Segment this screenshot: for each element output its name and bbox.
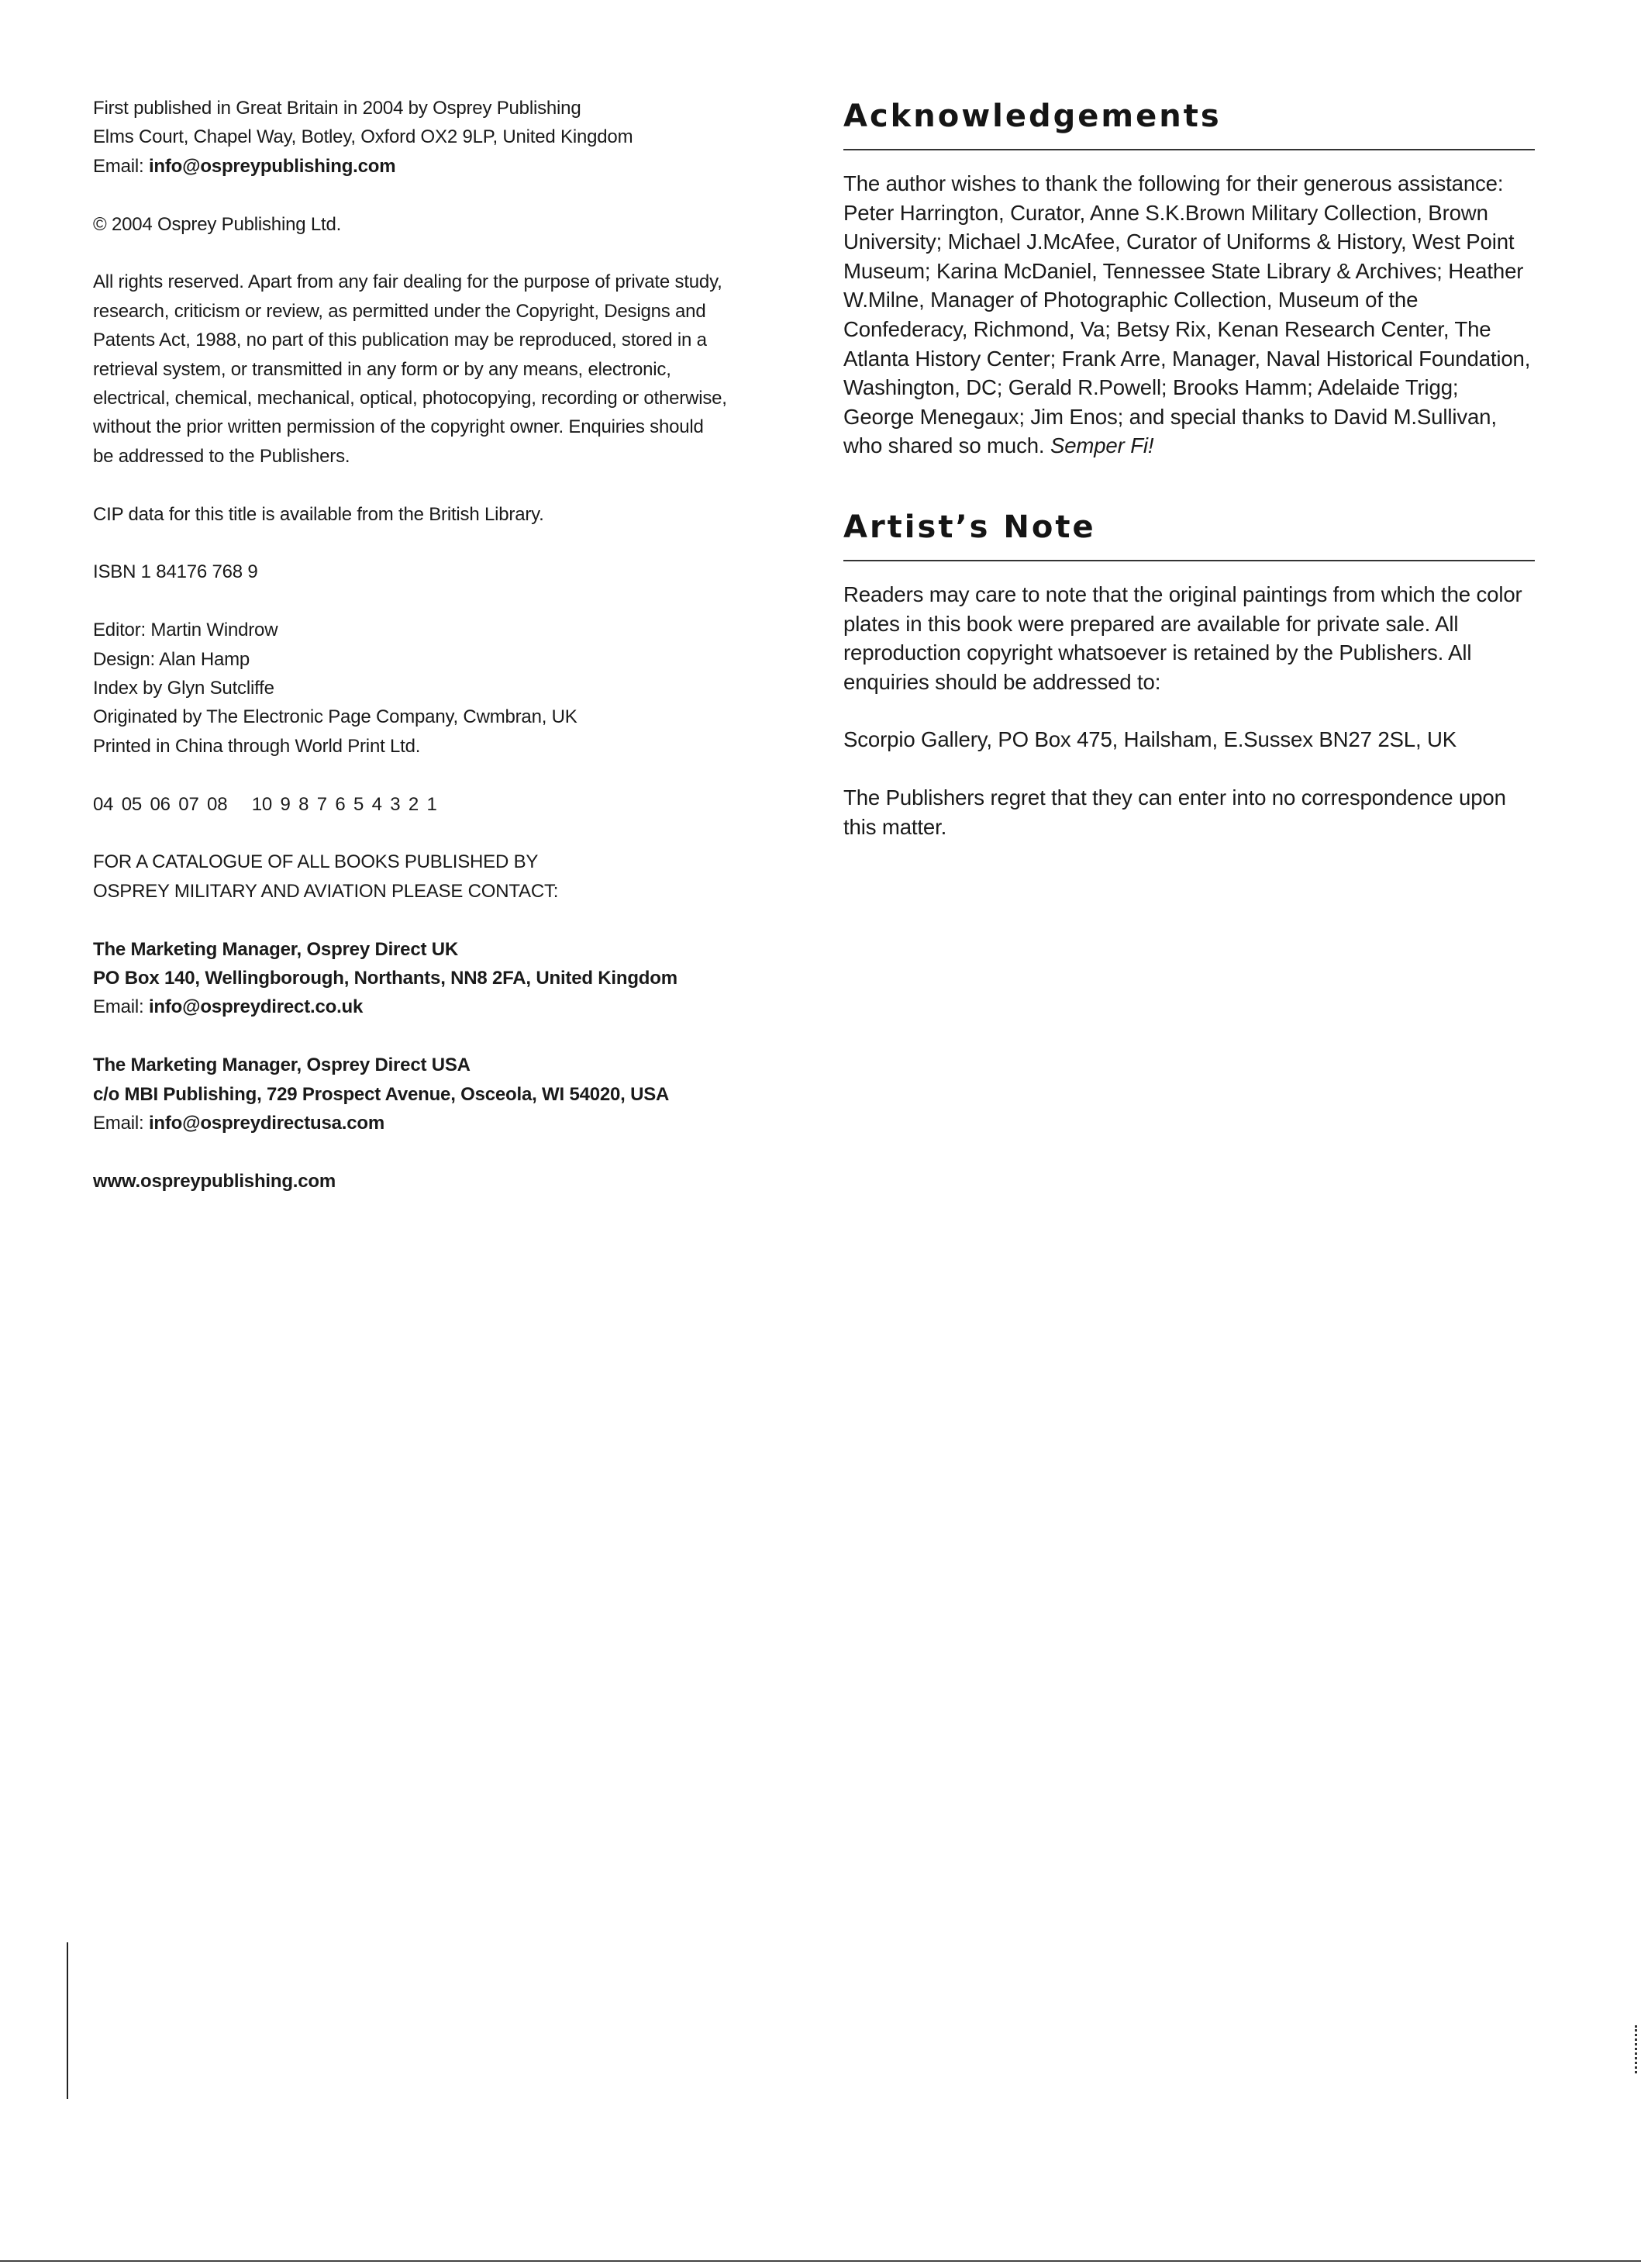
- rights-line: be addressed to the Publishers.: [93, 445, 350, 467]
- rights-line: Patents Act, 1988, no part of this publication may be reproduced, stored in a: [93, 330, 707, 351]
- notes-column: [843, 93, 1535, 870]
- credit-design: Design: Alan Hamp: [93, 648, 250, 670]
- uk-contact: [93, 935, 791, 1022]
- credit-origination: Originated by The Electronic Page Company, Cwmbran, UK: [93, 706, 577, 728]
- print-line: 04 05 06 07 08 10 9 8 7 6 5 4 3 2 1: [93, 793, 437, 815]
- credit-printing: Printed in China through World Print Ltd.: [93, 735, 421, 757]
- website: www.ospreypublishing.com: [93, 1170, 336, 1192]
- credit-index: Index by Glyn Sutcliffe: [93, 678, 274, 699]
- rights-line: research, criticism or review, as permitted under the Copyright, Designs and: [93, 300, 706, 322]
- usa-contact-email: info@ospreydirectusa.com: [148, 1113, 384, 1134]
- acknowledgements-closing: Semper Fi!: [1050, 433, 1154, 458]
- heading-rule: [843, 560, 1535, 561]
- publisher-line: First published in Great Britain in 2004 by Osprey Publishing: [93, 98, 581, 119]
- usa-contact-email-line: [93, 1109, 791, 1137]
- cip-notice: CIP data for this title is available from the British Library.: [93, 503, 544, 525]
- email-label: Email:: [93, 1113, 149, 1134]
- acknowledgements-text: The author wishes to thank the following for their generous assistance: Peter Harrington, Curator, Anne S.K.Brown Military Collection, Brown University; Michael J.McAfee, Curator of Uniforms & History, West Point Museum; Karina McDaniel, Tennessee State Library & Archives; Heather W.Milne, Manager of Photographic Collection, Museum of the Confederacy, Richmond, Va; Betsy Rix, Kenan Research Center, The Atlanta History Center; Frank Arre, Manager, Naval Historical Foundation, Washington, DC; Gerald R.Powell; Brooks Hamm; Adelaide Trigg; George Menegaux; Jim Enos; and special thanks to David M.Sullivan, who shared so much.: [843, 171, 1531, 458]
- publisher-block: [93, 94, 791, 181]
- rights-line: without the prior written permission of the copyright owner. Enquiries should: [93, 416, 704, 438]
- acknowledgements-heading: Acknowledgements: [843, 98, 1222, 134]
- uk-contact-email-line: [93, 992, 791, 1021]
- scan-edge-mark: [1635, 2025, 1639, 2073]
- heading-rule: [843, 149, 1535, 150]
- rights-notice: [93, 268, 791, 471]
- imprint-column: [93, 94, 791, 1225]
- email-label: Email:: [93, 155, 149, 177]
- acknowledgements-body: [843, 169, 1535, 461]
- uk-contact-email: info@ospreydirect.co.uk: [148, 996, 364, 1018]
- isbn: ISBN 1 84176 768 9: [93, 561, 258, 583]
- usa-contact: [93, 1051, 791, 1137]
- publisher-email: info@ospreypublishing.com: [148, 155, 396, 177]
- scan-bottom-edge: [0, 2260, 1641, 2262]
- catalogue-line: OSPREY MILITARY AND AVIATION PLEASE CONTACT:: [93, 880, 559, 902]
- catalogue-line: FOR A CATALOGUE OF ALL BOOKS PUBLISHED BY: [93, 851, 539, 873]
- uk-contact-address: PO Box 140, Wellingborough, Northants, NN8 2FA, United Kingdom: [93, 968, 677, 989]
- artists-note-section: [843, 504, 1535, 841]
- usa-contact-name: The Marketing Manager, Osprey Direct USA: [93, 1055, 471, 1076]
- rights-line: All rights reserved. Apart from any fair dealing for the purpose of private study,: [93, 271, 722, 293]
- scan-margin-line: [67, 1942, 68, 2099]
- credits-block: [93, 616, 791, 761]
- catalogue-notice: [93, 847, 791, 906]
- publisher-email-line: [93, 152, 791, 181]
- usa-contact-address: c/o MBI Publishing, 729 Prospect Avenue, Osceola, WI 54020, USA: [93, 1083, 670, 1105]
- rights-line: electrical, chemical, mechanical, optical, photocopying, recording or otherwise,: [93, 388, 727, 409]
- artists-note-paragraph: Readers may care to note that the original paintings from which the color plates in this book were prepared are available for private sale. All reproduction copyright whatsoever is retained by the Publishers. All enquiries should be addressed to:: [843, 582, 1522, 694]
- copyright-notice: © 2004 Osprey Publishing Ltd.: [93, 213, 342, 235]
- publisher-address-line: Elms Court, Chapel Way, Botley, Oxford OX2 9LP, United Kingdom: [93, 126, 633, 148]
- correspondence-notice: The Publishers regret that they can enter into no correspondence upon this matter.: [843, 785, 1506, 839]
- gallery-address: Scorpio Gallery, PO Box 475, Hailsham, E.Sussex BN27 2SL, UK: [843, 727, 1457, 752]
- artists-note-heading: Artist’s Note: [843, 509, 1096, 545]
- rights-line: retrieval system, or transmitted in any form or by any means, electronic,: [93, 358, 671, 380]
- credit-editor: Editor: Martin Windrow: [93, 620, 278, 641]
- acknowledgements-section: [843, 93, 1535, 461]
- email-label: Email:: [93, 996, 149, 1018]
- uk-contact-name: The Marketing Manager, Osprey Direct UK: [93, 938, 459, 960]
